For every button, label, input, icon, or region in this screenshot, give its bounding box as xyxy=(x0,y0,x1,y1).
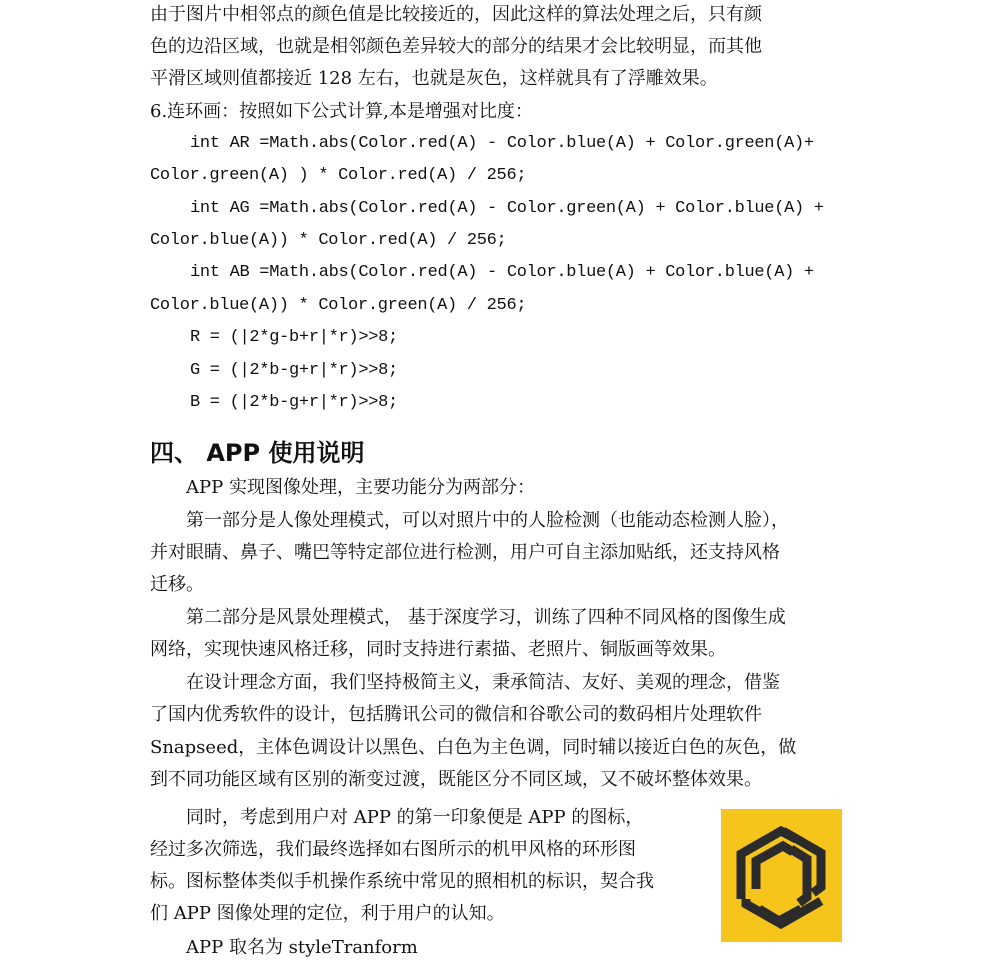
code-line: int AB =Math.abs(Color.red(A) - Color.blue(A) + Color.blue(A) + xyxy=(190,263,814,282)
code-line: Color.blue(A)) * Color.red(A) / 256; xyxy=(150,231,507,250)
paragraph-line: 迁移。 xyxy=(150,574,204,595)
code-line: R = (|2*g-b+r|*r)>>8; xyxy=(190,328,398,347)
app-logo-icon xyxy=(721,809,842,942)
code-line: Color.green(A) ) * Color.red(A) / 256; xyxy=(150,166,527,185)
paragraph-line: 了国内优秀软件的设计，包括腾讯公司的微信和谷歌公司的数码相片处理软件 xyxy=(150,704,762,725)
code-line: int AG =Math.abs(Color.red(A) - Color.green(A) + Color.blue(A) + xyxy=(190,199,824,218)
paragraph-line: APP 实现图像处理，主要功能分为两部分： xyxy=(186,477,535,498)
paragraph-line: 网络，实现快速风格迁移，同时支持进行素描、老照片、铜版画等效果。 xyxy=(150,639,726,660)
paragraph-line: 第一部分是人像处理模式，可以对照片中的人脸检测（也能动态检测人脸）， xyxy=(186,510,789,531)
paragraph-line: 同时，考虑到用户对 APP 的第一印象便是 APP 的图标， xyxy=(186,807,644,828)
paragraph-line: 经过多次筛选，我们最终选择如右图所示的机甲风格的环形图 xyxy=(150,839,636,860)
paragraph-line: Snapseed，主体色调设计以黑色、白色为主色调，同时辅以接近白色的灰色，做 xyxy=(150,737,797,758)
paragraph-line: 并对眼睛、鼻子、嘴巴等特定部位进行检测，用户可自主添加贴纸，还支持风格 xyxy=(150,542,780,563)
code-line: B = (|2*b-g+r|*r)>>8; xyxy=(190,393,398,412)
paragraph-line: 在设计理念方面，我们坚持极简主义，秉承简洁、友好、美观的理念，借鉴 xyxy=(186,672,780,693)
paragraph-line: 色的边沿区域，也就是相邻颜色差异较大的部分的结果才会比较明显，而其他 xyxy=(150,36,762,57)
paragraph-line: 到不同功能区域有区别的渐变过渡，既能区分不同区域，又不破坏整体效果。 xyxy=(150,769,762,790)
paragraph-line: 由于图片中相邻点的颜色值是比较接近的，因此这样的算法处理之后，只有颜 xyxy=(150,4,762,25)
paragraph-line: APP 取名为 styleTranform xyxy=(186,937,418,958)
list-item-heading: 6.连环画：按照如下公式计算,本是增强对比度： xyxy=(150,101,533,122)
code-line: int AR =Math.abs(Color.red(A) - Color.blue(A) + Color.green(A)+ xyxy=(190,134,814,153)
paragraph-line: 第二部分是风景处理模式， 基于深度学习，训练了四种不同风格的图像生成 xyxy=(186,607,786,628)
paragraph-line: 标。图标整体类似手机操作系统中常见的照相机的标识，契合我 xyxy=(150,871,654,892)
code-line: G = (|2*b-g+r|*r)>>8; xyxy=(190,361,398,380)
paragraph-line: 平滑区域则值都接近 128 左右，也就是灰色，这样就具有了浮雕效果。 xyxy=(150,68,718,89)
code-line: Color.blue(A)) * Color.green(A) / 256; xyxy=(150,296,527,315)
section-heading: 四、 APP 使用说明 xyxy=(150,439,365,467)
paragraph-line: 们 APP 图像处理的定位，利于用户的认知。 xyxy=(150,903,505,924)
